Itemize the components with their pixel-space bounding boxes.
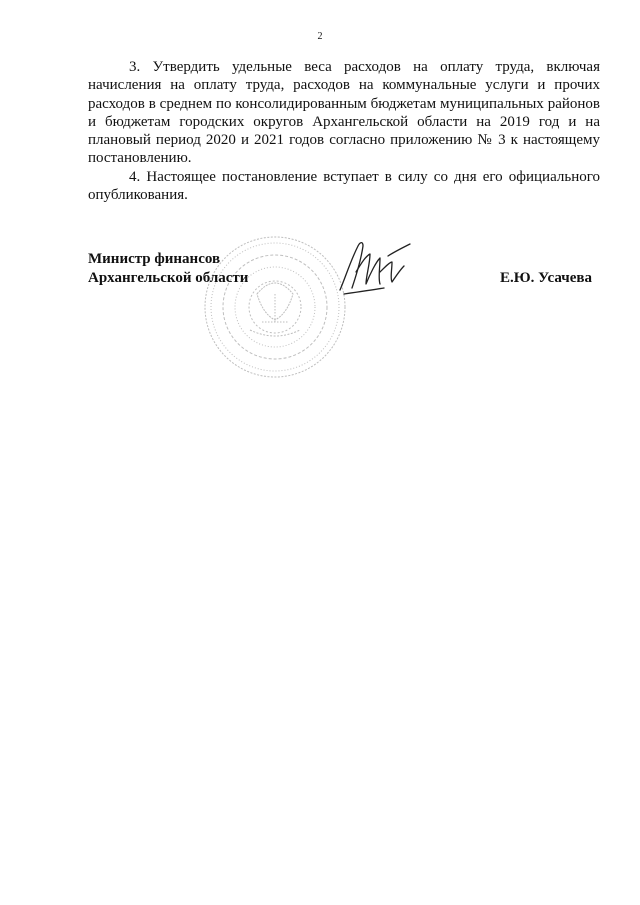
handwritten-signature [336, 232, 414, 304]
paragraph-4: 4. Настоящее постановление вступает в силу со дня его официального опубликования. [88, 168, 600, 204]
signature-block [88, 250, 600, 370]
page-number: 2 [317, 31, 323, 42]
signer-title-line-2: Архангельской области [88, 269, 249, 286]
signer-name: Е.Ю. Усачева [500, 270, 592, 286]
paragraph-3: 3. Утвердить удельные веса расходов на оплату труда, включая начисления на оплату труда, расходов на коммунальные услуги и прочих расходов в среднем по консолидированным бюджетам муниципальных районов и бюджетам городских округов Архангельской области на 2019 год и на плановый период 2020 и 2021 годов согласно приложению № 3 к настоящему постановлению. [88, 59, 600, 167]
signer-title-line-1: Министр финансов [88, 251, 221, 267]
document-body [88, 58, 600, 204]
signer-title [88, 250, 248, 287]
